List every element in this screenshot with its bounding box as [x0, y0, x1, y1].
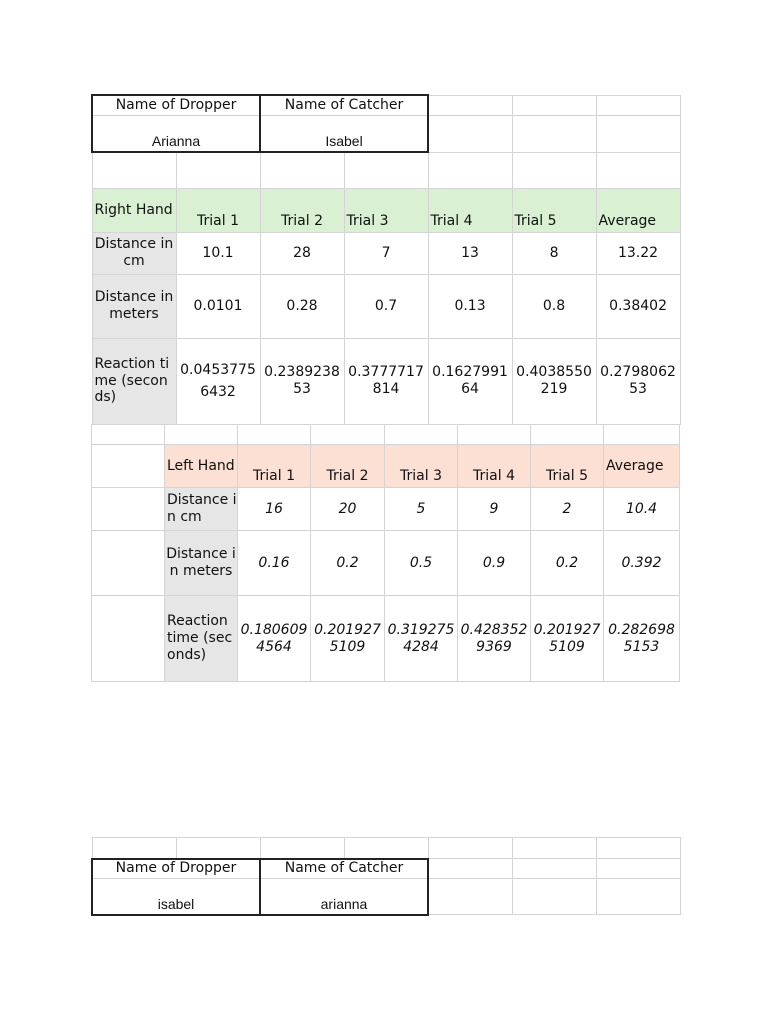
- table-row: [92, 274, 680, 338]
- cell[interactable]: 0.2019275109: [311, 596, 385, 682]
- average-cell[interactable]: 0.2826985153: [604, 596, 680, 682]
- cell[interactable]: 0.2: [311, 531, 385, 596]
- cell[interactable]: 0.16: [238, 531, 311, 596]
- cell[interactable]: 5: [385, 488, 458, 531]
- trial-header: Trial 1: [176, 188, 260, 232]
- catcher-label: Name of Catcher: [260, 95, 428, 115]
- cell[interactable]: 20: [311, 488, 385, 531]
- trial-header: Trial 3: [385, 445, 458, 488]
- dropper-label: Name of Dropper: [92, 859, 260, 879]
- row-label: Distance in meters: [165, 531, 238, 596]
- average-cell[interactable]: 0.38402: [596, 274, 680, 338]
- cell[interactable]: 0.4038550219: [512, 338, 596, 424]
- right-hand-title: Right Hand: [92, 188, 176, 232]
- right-hand-header-row: [92, 188, 680, 232]
- cell[interactable]: 10.1: [176, 232, 260, 274]
- row-label: Distance in cm: [165, 488, 238, 531]
- trial-header: Trial 5: [512, 188, 596, 232]
- cell[interactable]: 0.3192754284: [385, 596, 458, 682]
- trial-header: Trial 1: [238, 445, 311, 488]
- right-hand-sheet: [91, 94, 681, 425]
- cell[interactable]: 0.28: [260, 274, 344, 338]
- table-row: [92, 531, 680, 596]
- cell[interactable]: 0.2: [531, 531, 604, 596]
- trial-header: Trial 2: [260, 188, 344, 232]
- cell[interactable]: 0.9: [458, 531, 531, 596]
- catcher-name[interactable]: arianna: [260, 879, 428, 915]
- catcher-label: Name of Catcher: [260, 859, 428, 879]
- average-header: Average: [604, 445, 680, 488]
- row-label: Distance in cm: [92, 232, 176, 274]
- average-header: Average: [596, 188, 680, 232]
- table-row: [92, 232, 680, 274]
- cell[interactable]: 0.8: [512, 274, 596, 338]
- trial-header: Trial 5: [531, 445, 604, 488]
- average-cell[interactable]: 10.4: [604, 488, 680, 531]
- cell[interactable]: 8: [512, 232, 596, 274]
- cell[interactable]: 0.238923853: [260, 338, 344, 424]
- cell[interactable]: 7: [344, 232, 428, 274]
- row-label: Distance in meters: [92, 274, 176, 338]
- cell[interactable]: 9: [458, 488, 531, 531]
- cell[interactable]: 0.1806094564: [238, 596, 311, 682]
- cell[interactable]: 0.0101: [176, 274, 260, 338]
- left-hand-header-row: [92, 445, 680, 488]
- average-cell[interactable]: 0.279806253: [596, 338, 680, 424]
- table-row: [92, 596, 680, 682]
- table-row: [92, 488, 680, 531]
- cell[interactable]: 0.7: [344, 274, 428, 338]
- cell[interactable]: 28: [260, 232, 344, 274]
- cell[interactable]: 0.5: [385, 531, 458, 596]
- average-cell[interactable]: 0.392: [604, 531, 680, 596]
- cell[interactable]: 13: [428, 232, 512, 274]
- bottom-names-sheet: [91, 837, 681, 916]
- left-hand-title: Left Hand: [165, 445, 238, 488]
- cell[interactable]: 0.162799164: [428, 338, 512, 424]
- cell[interactable]: 0.13: [428, 274, 512, 338]
- cell[interactable]: 16: [238, 488, 311, 531]
- cell[interactable]: 0.4283529369: [458, 596, 531, 682]
- cell[interactable]: 2: [531, 488, 604, 531]
- dropper-label: Name of Dropper: [92, 95, 260, 115]
- row-label: Reaction time (seconds): [92, 338, 176, 424]
- cell[interactable]: 0.3777717814: [344, 338, 428, 424]
- dropper-name[interactable]: isabel: [92, 879, 260, 915]
- average-cell[interactable]: 13.22: [596, 232, 680, 274]
- dropper-name[interactable]: Arianna: [92, 115, 260, 152]
- cell[interactable]: 0.2019275109: [531, 596, 604, 682]
- trial-header: Trial 3: [344, 188, 428, 232]
- catcher-name[interactable]: Isabel: [260, 115, 428, 152]
- left-hand-sheet: [91, 424, 680, 682]
- cell[interactable]: 0.04537756432: [176, 338, 260, 424]
- table-row: [92, 338, 680, 424]
- trial-header: Trial 4: [458, 445, 531, 488]
- row-label: Reaction time (seconds): [165, 596, 238, 682]
- trial-header: Trial 2: [311, 445, 385, 488]
- trial-header: Trial 4: [428, 188, 512, 232]
